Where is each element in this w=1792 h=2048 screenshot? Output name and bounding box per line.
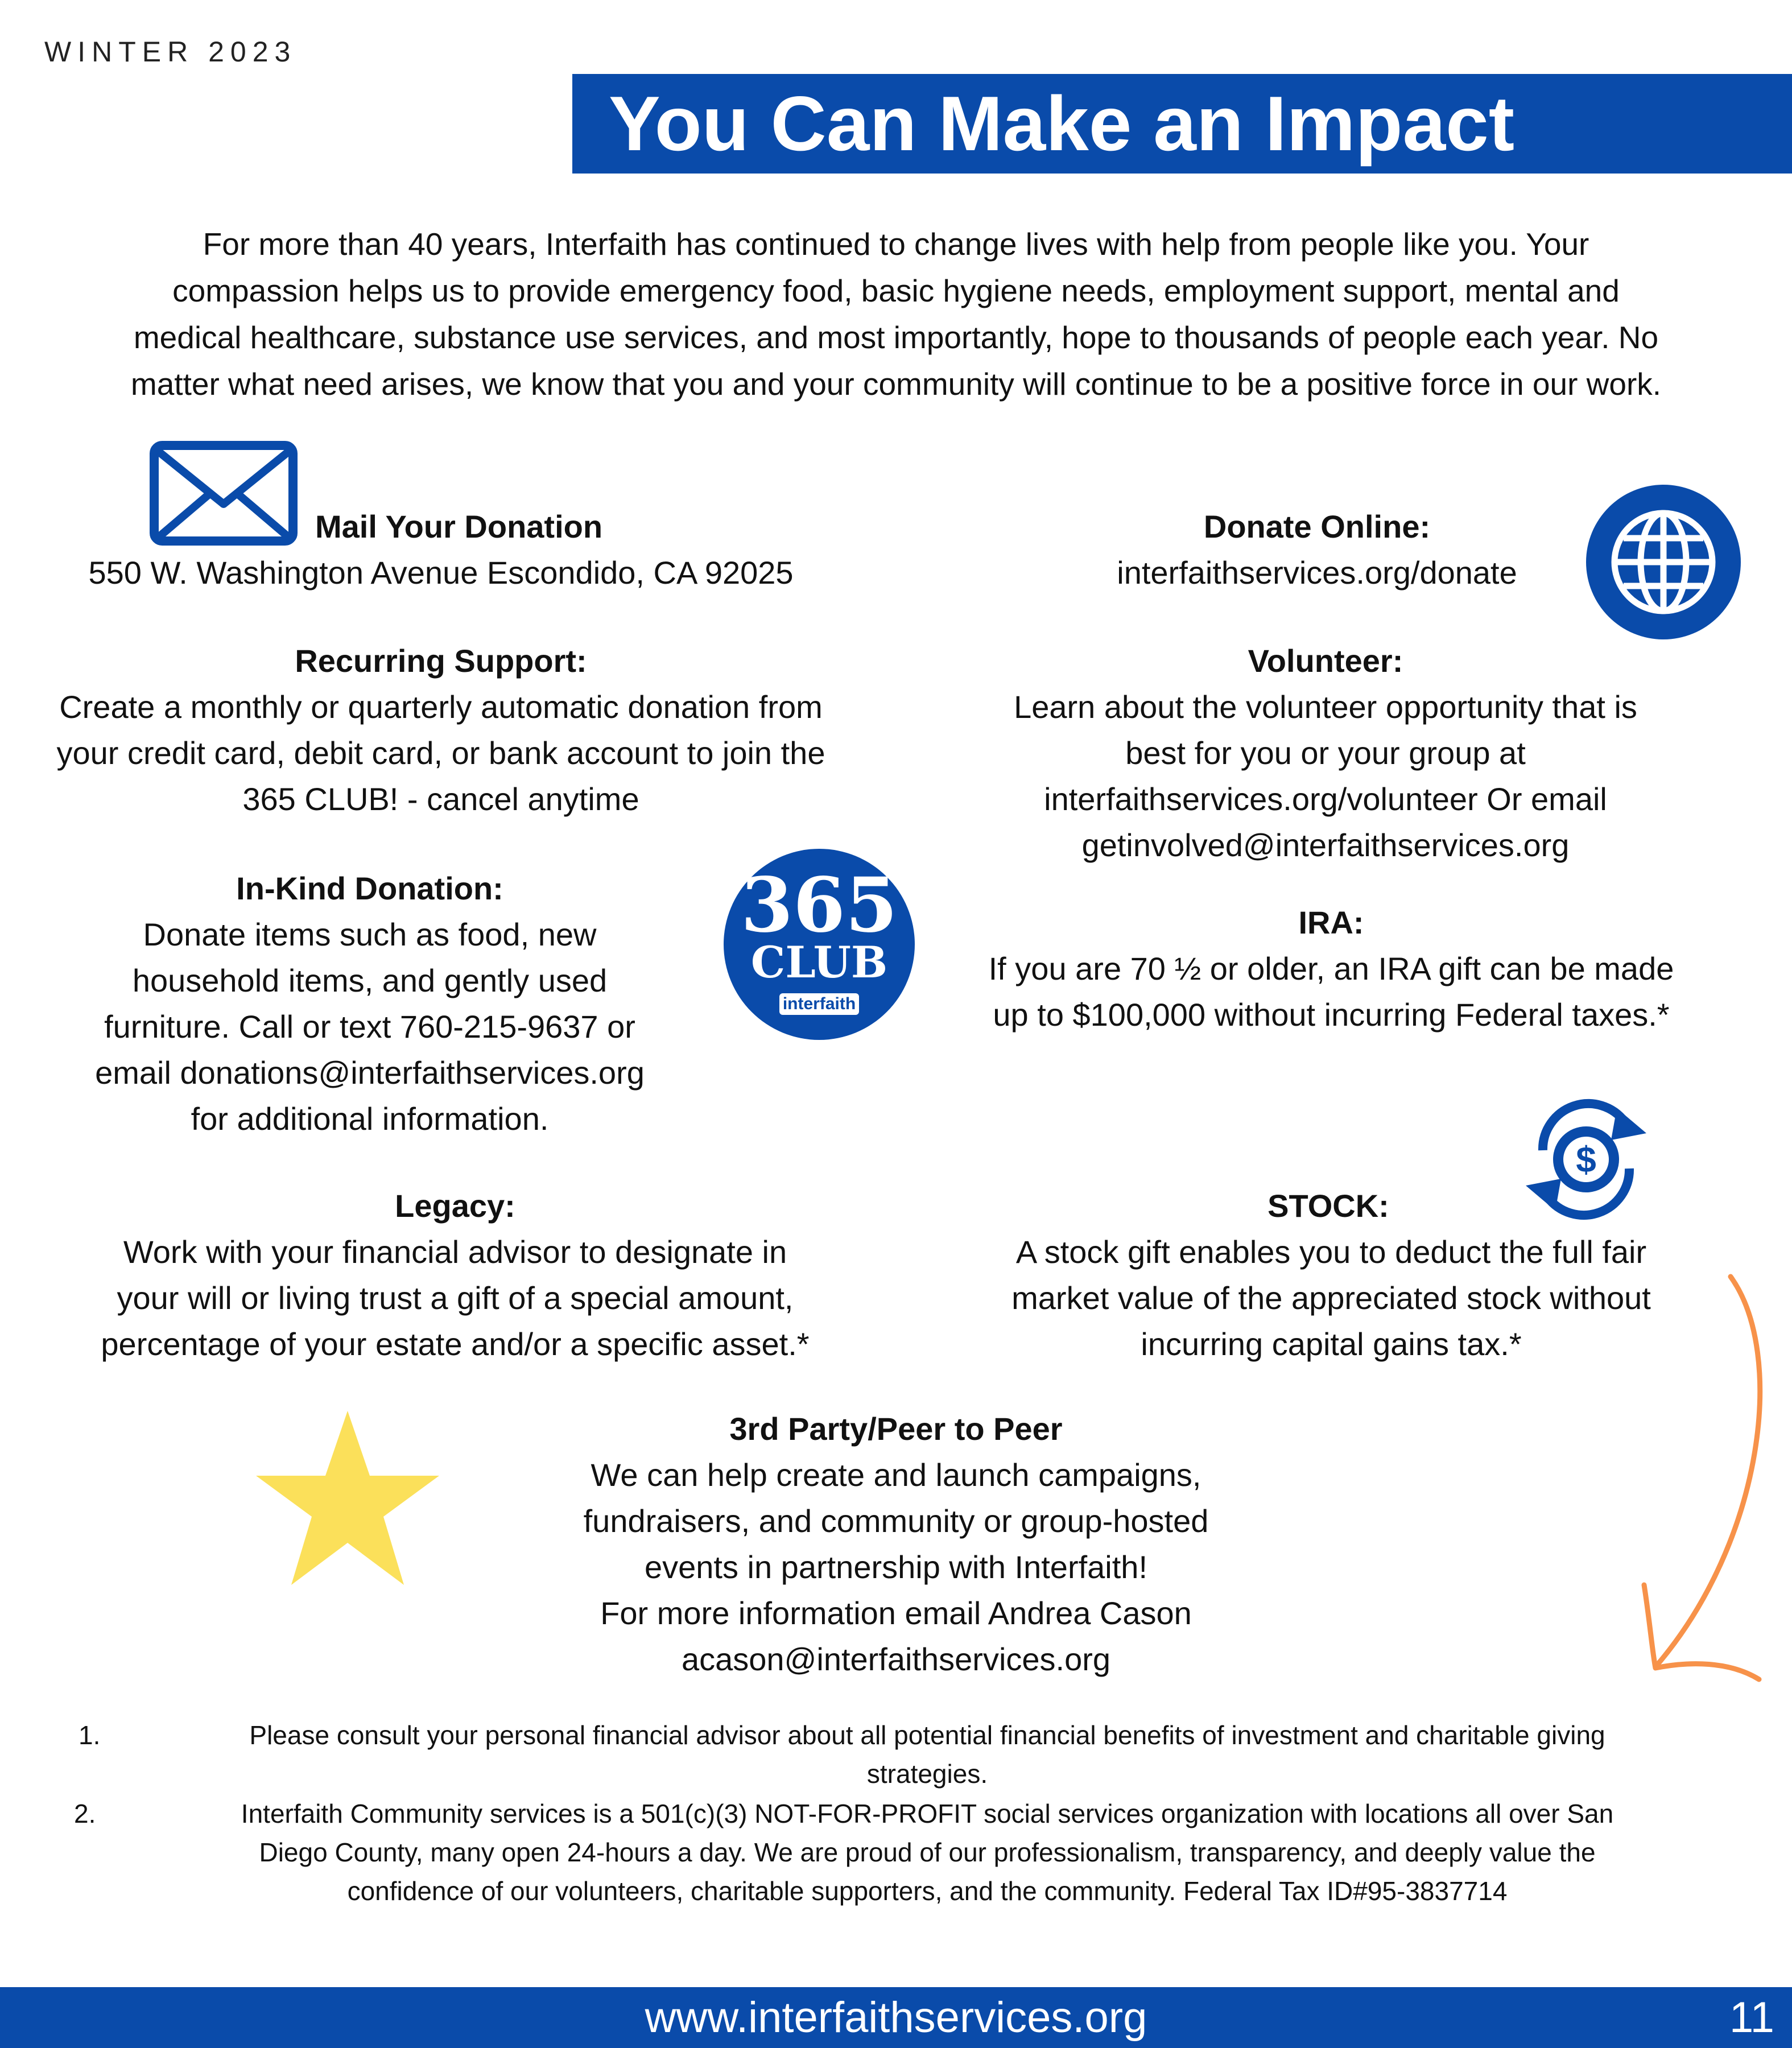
mail-address-line: 550 W. Washington Avenue Escondido, CA 92025 <box>88 555 794 591</box>
legacy-line: percentage of your estate and/or a specific asset.* <box>101 1326 810 1362</box>
recurring-line: Create a monthly or quarterly automatic donation from <box>59 689 823 725</box>
recurring-line: your credit card, debit card, or bank account to join the <box>56 735 825 771</box>
footnote-line: Interfaith Community services is a 501(c)(3) NOT-FOR-PROFIT social services organization with locations all over San <box>241 1799 1614 1828</box>
club-word: CLUB <box>750 937 888 988</box>
footer-url-link[interactable]: www.interfaithservices.org <box>645 1993 1147 2042</box>
peer-line: For more information email Andrea Cason <box>600 1595 1192 1631</box>
footnote-line: Please consult your personal financial advisor about all potential financial benefits of investment and charitable giving <box>249 1720 1605 1750</box>
inkind-line: for additional information. <box>191 1101 549 1137</box>
inkind-line: household items, and gently used <box>132 963 608 998</box>
issue-season: WINTER 2023 <box>44 36 297 68</box>
stock-line: A stock gift enables you to deduct the full fair <box>1015 1234 1647 1270</box>
peer-section <box>501 1406 1291 1682</box>
mail-address <box>0 550 882 596</box>
inkind-heading: In-Kind Donation: <box>236 870 503 906</box>
peer-line: events in partnership with Interfaith! <box>644 1549 1148 1585</box>
legacy-line: Work with your financial advisor to designate in <box>123 1234 787 1270</box>
volunteer-line: best for you or your group at <box>1125 735 1526 771</box>
curved-arrow-icon <box>1627 1269 1786 1690</box>
volunteer-link[interactable]: interfaithservices.org/volunteer Or email <box>1044 781 1607 817</box>
peer-line: fundraisers, and community or group-hosted <box>583 1503 1209 1539</box>
inkind-line: Donate items such as food, new <box>143 916 597 952</box>
footnote-number: 1. <box>79 1720 101 1750</box>
intro-line: medical healthcare, substance use services, and most importantly, hope to thousands of people each year. No <box>133 320 1659 355</box>
footnote-1 <box>131 1716 1724 1793</box>
footnote-number: 2. <box>74 1799 96 1828</box>
footnote-2 <box>131 1794 1724 1910</box>
globe-icon <box>1585 484 1742 641</box>
page-title: You Can Make an Impact <box>609 80 1515 167</box>
stock-line: market value of the appreciated stock without <box>1011 1280 1651 1316</box>
volunteer-section <box>910 638 1741 868</box>
legacy-line: your will or living trust a gift of a special amount, <box>117 1280 794 1316</box>
club-brand: interfaith <box>779 993 859 1015</box>
ira-section <box>933 900 1729 1038</box>
recurring-support-section <box>0 638 882 822</box>
intro-line: matter what need arises, we know that you and your community will continue to be a positive force in our work. <box>130 366 1662 402</box>
stock-heading: STOCK: <box>1267 1188 1389 1224</box>
page-number: 11 <box>1729 1993 1774 2042</box>
footnote-line: confidence of our volunteers, charitable supporters, and the community. Federal Tax ID#95-3837714 <box>347 1876 1508 1906</box>
envelope-icon <box>149 440 298 546</box>
star-icon <box>254 1409 441 1588</box>
volunteer-line: Learn about the volunteer opportunity that is <box>1014 689 1637 725</box>
peer-heading: 3rd Party/Peer to Peer <box>729 1411 1063 1447</box>
recurring-heading: Recurring Support: <box>295 643 587 679</box>
peer-email[interactable]: acason@interfaithservices.org <box>681 1641 1111 1677</box>
inkind-email[interactable]: email donations@interfaithservices.org <box>95 1055 645 1091</box>
legacy-heading: Legacy: <box>395 1188 515 1224</box>
donate-online-link[interactable]: interfaithservices.org/donate <box>1117 555 1517 591</box>
ira-line: If you are 70 ½ or older, an IRA gift can be made <box>988 951 1674 986</box>
intro-line: For more than 40 years, Interfaith has continued to change lives with help from people like you. Your <box>203 226 1589 262</box>
ira-heading: IRA: <box>1298 905 1364 940</box>
inkind-line: furniture. Call or text 760-215-9637 or <box>104 1009 635 1044</box>
donate-online-heading: Donate Online: <box>1203 509 1431 544</box>
club-number: 365 <box>741 861 898 949</box>
intro-paragraph <box>0 221 1792 407</box>
svg-text:$: $ <box>1576 1139 1596 1180</box>
stock-line: incurring capital gains tax.* <box>1141 1326 1522 1362</box>
365-club-logo <box>724 849 915 1040</box>
volunteer-heading: Volunteer: <box>1248 643 1403 679</box>
recurring-line: 365 CLUB! - cancel anytime <box>242 781 639 817</box>
footnote-line: Diego County, many open 24-hours a day. We are proud of our professionalism, transparency, and deeply value the <box>259 1838 1596 1867</box>
volunteer-email[interactable]: getinvolved@interfaithservices.org <box>1081 827 1570 863</box>
inkind-section <box>0 866 740 1142</box>
footnote-line: strategies. <box>866 1759 988 1789</box>
mail-heading: Mail Your Donation <box>315 509 603 544</box>
ira-line: up to $100,000 without incurring Federal taxes.* <box>993 997 1670 1033</box>
intro-line: compassion helps us to provide emergency food, basic hygiene needs, employment support, mental and <box>172 273 1620 308</box>
legacy-section <box>0 1183 910 1367</box>
peer-line: We can help create and launch campaigns, <box>591 1457 1201 1493</box>
stock-section <box>933 1183 1729 1367</box>
